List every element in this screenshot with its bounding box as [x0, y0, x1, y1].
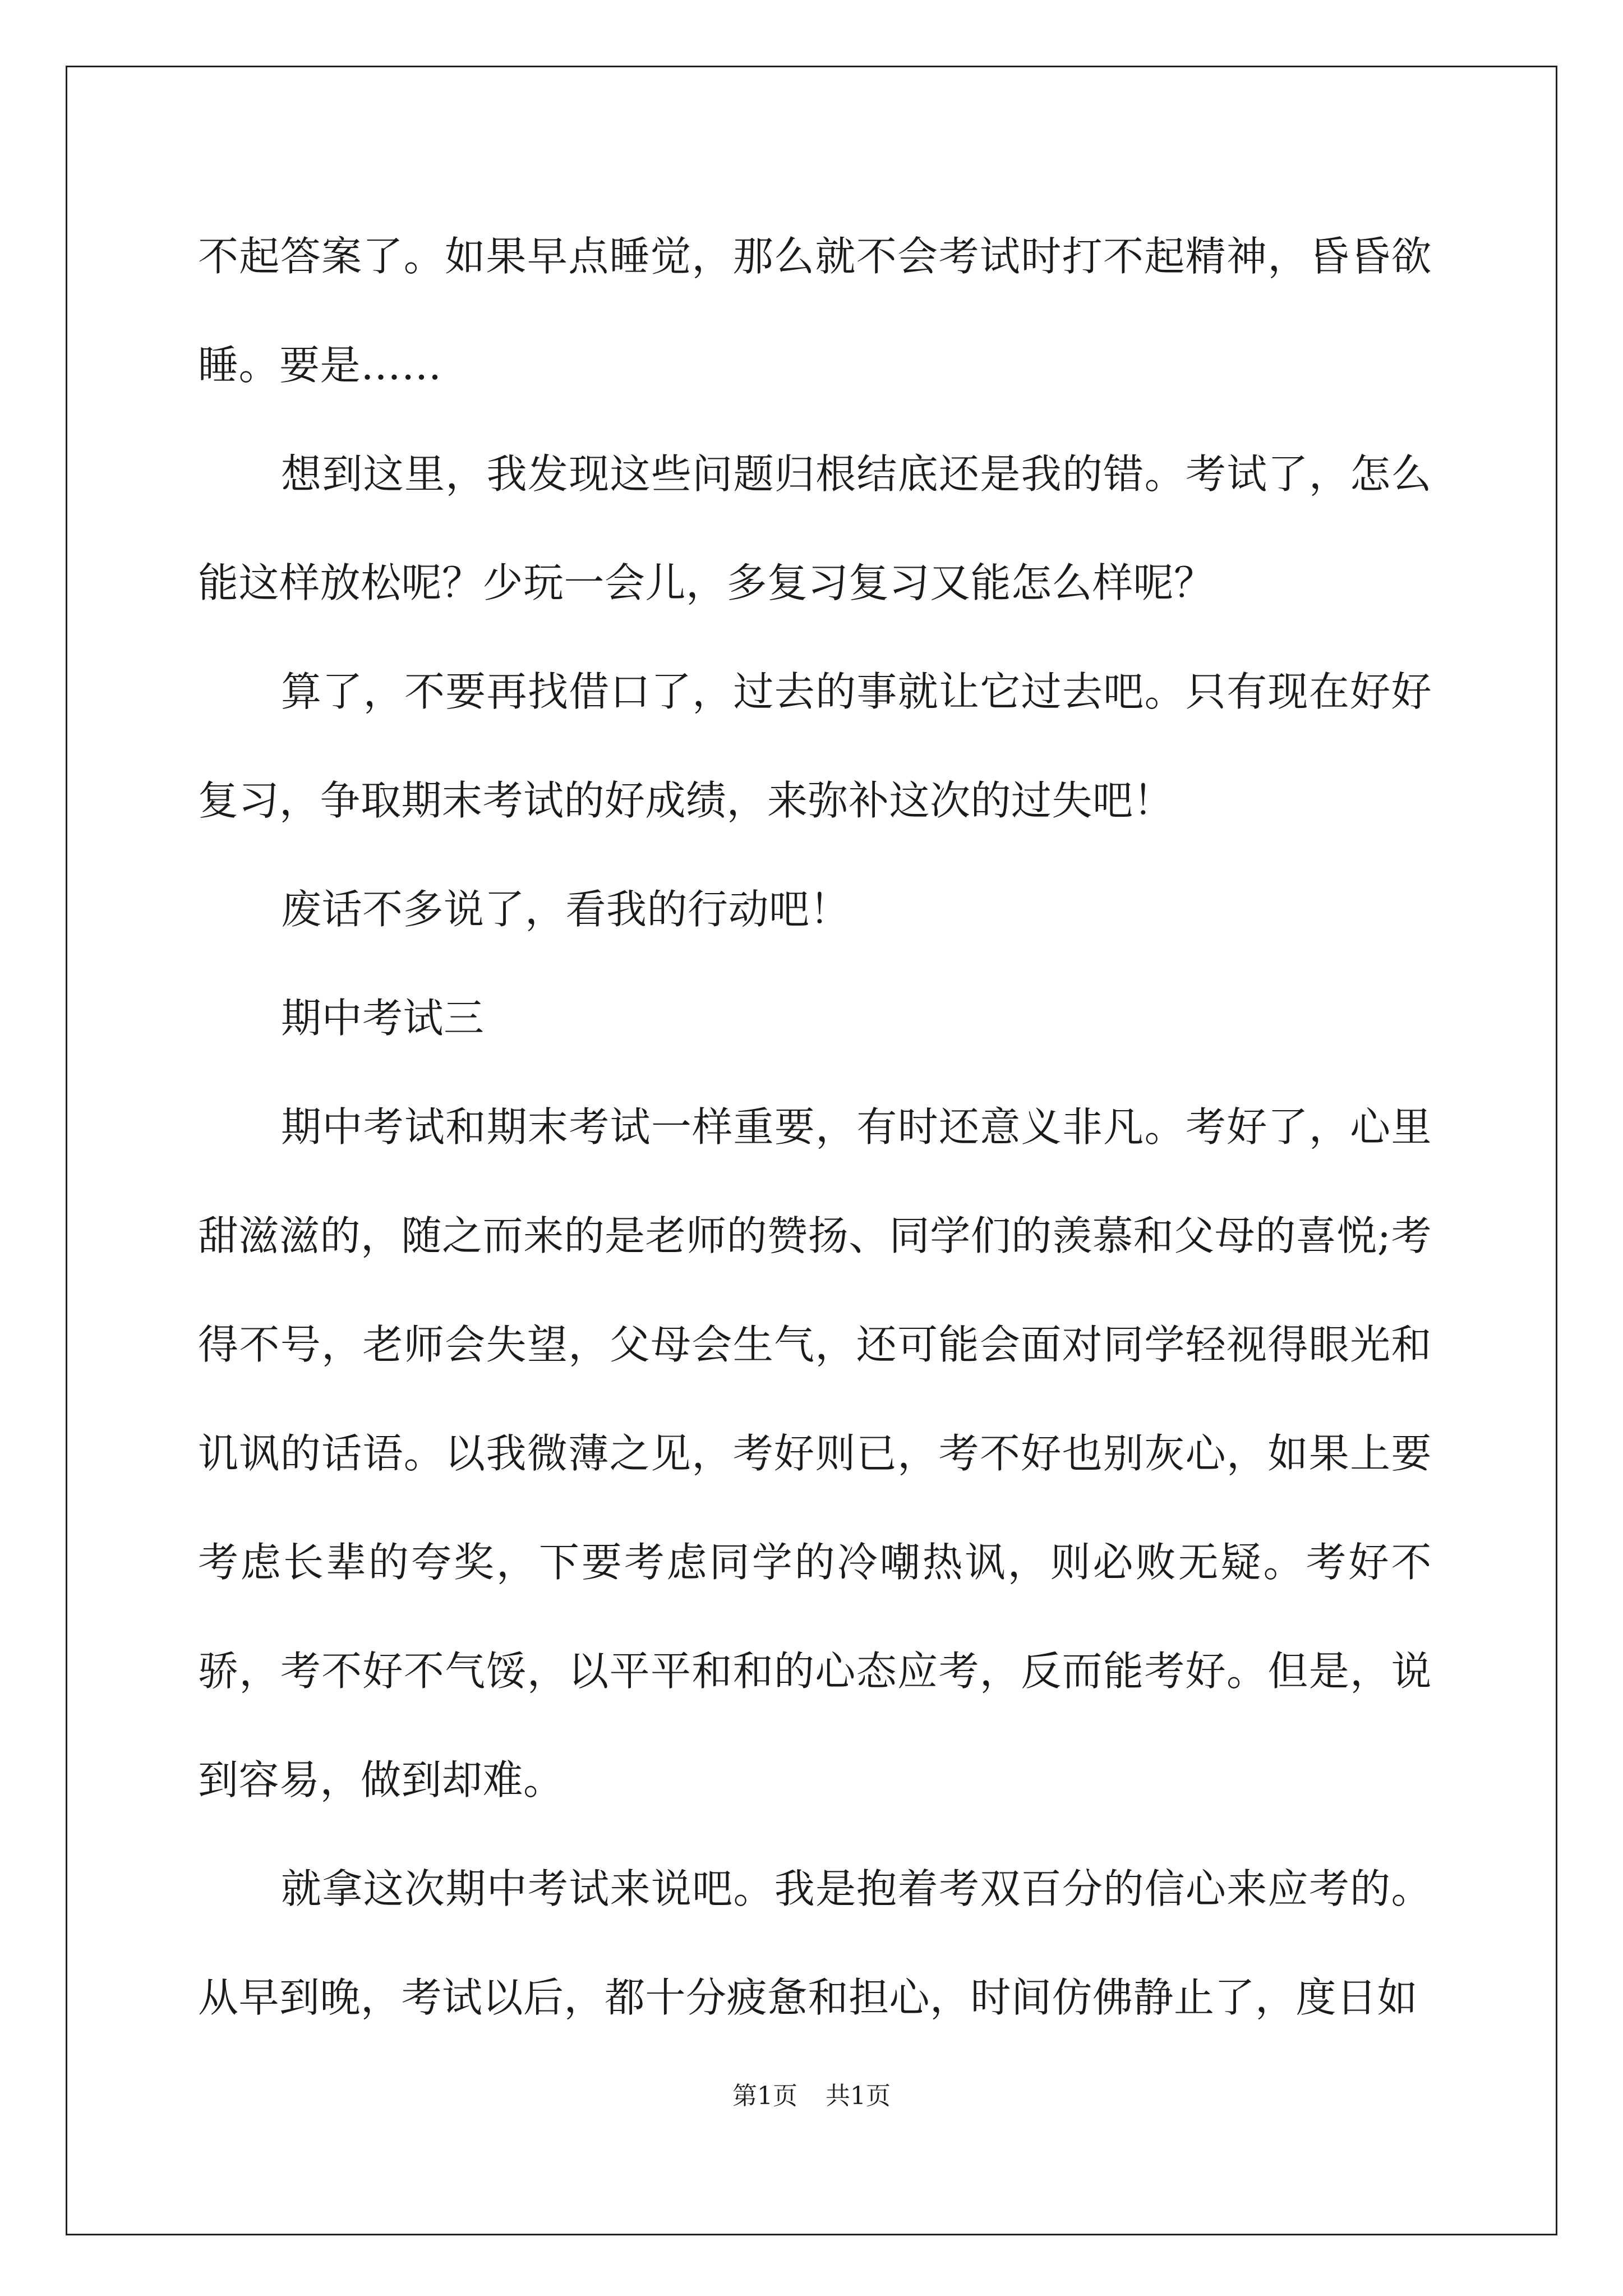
paragraph-2: 想到这里，我发现这些问题归根结底还是我的错。考试了，怎么能这样放松呢？少玩一会儿，多复习复习又能怎么样呢？ [198, 450, 1432, 606]
document-body [198, 202, 1432, 2052]
page-total: 共1页 [826, 2082, 891, 2110]
paragraph-3: 算了，不要再找借口了，过去的事就让它过去吧。只有现在好好复习，争取期末考试的好成绩，来弥补这次的过失吧！ [198, 668, 1432, 824]
paragraph-6: 就拿这次期中考试来说吧。我是抱着考双百分的信心来应考的。从早到晚，考试以后，都十分疲惫和担心，时间仿佛静止了，度日如 [198, 1865, 1432, 2021]
paragraph-5: 期中考试和期末考试一样重要，有时还意义非凡。考好了，心里甜滋滋的，随之而来的是老师的赞扬、同学们的羡慕和父母的喜悦;考得不号，老师会失望，父母会生气，还可能会面对同学轻视得眼光和讥讽的话语。以我微薄之见，考好则已，考不好也别灰心，如果上要考虑长辈的夸奖，下要考虑同学的冷嘲热讽，则必败无疑。考好不骄，考不好不气馁，以平平和和的心态应考，反而能考好。但是，说到容易，做到却难。 [198, 1103, 1432, 1803]
page-footer [0, 2076, 1623, 2111]
paragraph-4: 废话不多说了，看我的行动吧！ [281, 886, 851, 933]
paragraph-1: 不起答案了。如果早点睡觉，那么就不会考试时打不起精神，昏昏欲睡。要是…… [198, 233, 1432, 389]
page-number: 第1页 [732, 2082, 797, 2110]
section-heading: 期中考试三 [281, 995, 485, 1042]
